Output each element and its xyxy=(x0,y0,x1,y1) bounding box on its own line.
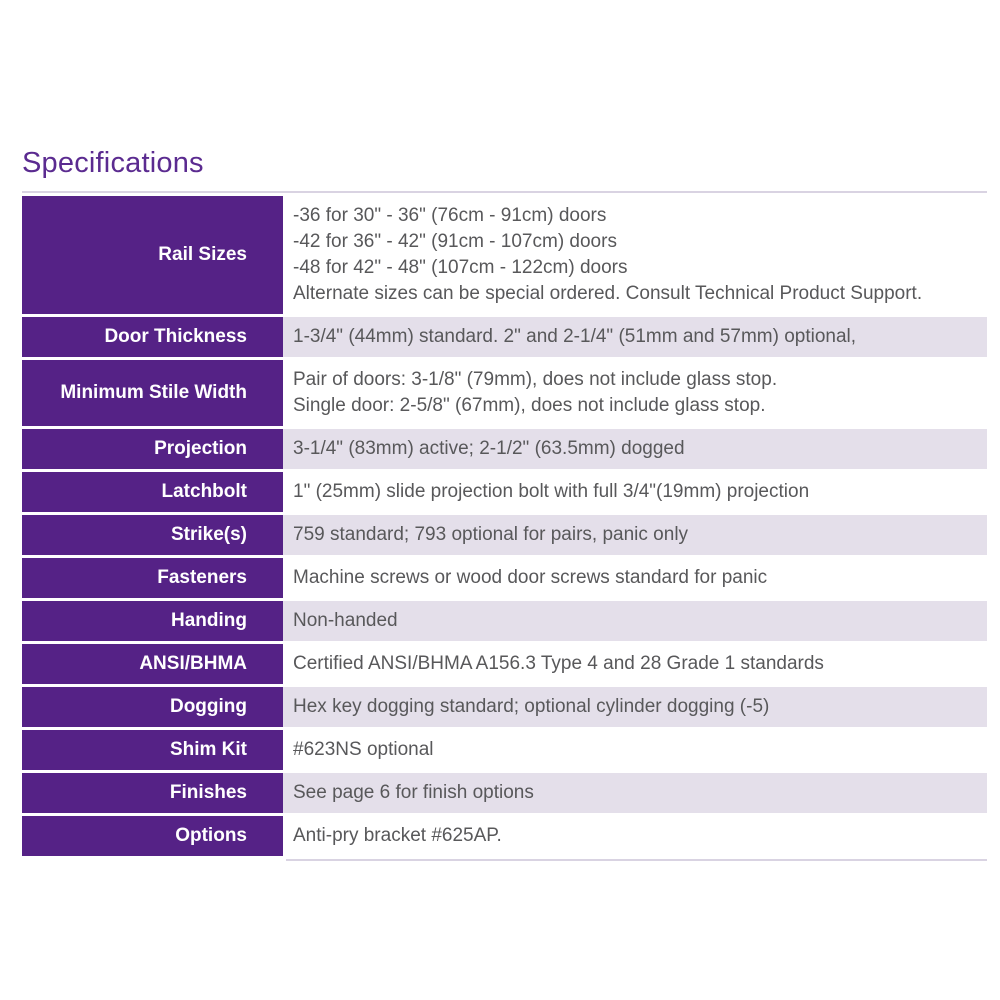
row-value xyxy=(283,196,987,314)
row-label: Minimum Stile Width xyxy=(22,360,283,426)
row-value xyxy=(283,360,987,426)
value-line: Alternate sizes can be special ordered. Consult Technical Product Support. xyxy=(293,283,923,304)
row-label: Handing xyxy=(22,601,283,641)
row-value xyxy=(283,773,987,813)
row-label: Rail Sizes xyxy=(22,196,283,314)
value-line: Single door: 2-5/8" (67mm), does not include glass stop. xyxy=(293,395,766,416)
row-label: Door Thickness xyxy=(22,317,283,357)
row-value xyxy=(283,558,987,598)
row-label: Dogging xyxy=(22,687,283,727)
table-row xyxy=(22,515,987,555)
row-value xyxy=(283,730,987,770)
page-title: Specifications xyxy=(22,147,204,179)
value-line: Anti-pry bracket #625AP. xyxy=(293,825,502,846)
row-value xyxy=(283,687,987,727)
value-line: -36 for 30" - 36" (76cm - 91cm) doors xyxy=(293,205,607,226)
table-row xyxy=(22,601,987,641)
value-line: -42 for 36" - 42" (91cm - 107cm) doors xyxy=(293,231,617,252)
value-line: 1-3/4" (44mm) standard. 2" and 2-1/4" (51mm and 57mm) optional, xyxy=(293,326,857,347)
row-value xyxy=(283,816,987,856)
row-label: ANSI/BHMA xyxy=(22,644,283,684)
row-label: Shim Kit xyxy=(22,730,283,770)
value-line: Machine screws or wood door screws standard for panic xyxy=(293,567,768,588)
table-row xyxy=(22,196,987,314)
row-value xyxy=(283,472,987,512)
table-row xyxy=(22,429,987,469)
value-line: Non-handed xyxy=(293,610,398,631)
value-line: 759 standard; 793 optional for pairs, panic only xyxy=(293,524,689,545)
row-value xyxy=(283,644,987,684)
value-line: Hex key dogging standard; optional cylinder dogging (-5) xyxy=(293,696,770,717)
row-value xyxy=(283,429,987,469)
table-row xyxy=(22,730,987,770)
value-line: #623NS optional xyxy=(293,739,434,760)
row-label: Strike(s) xyxy=(22,515,283,555)
row-label: Fasteners xyxy=(22,558,283,598)
value-line: 3-1/4" (83mm) active; 2-1/2" (63.5mm) dogged xyxy=(293,438,685,459)
row-value xyxy=(283,317,987,357)
row-label: Projection xyxy=(22,429,283,469)
value-line: See page 6 for finish options xyxy=(293,782,534,803)
specifications-table xyxy=(22,191,987,861)
value-line: Certified ANSI/BHMA A156.3 Type 4 and 28 Grade 1 standards xyxy=(293,653,824,674)
table-row xyxy=(22,360,987,426)
table-row xyxy=(22,317,987,357)
value-line: 1" (25mm) slide projection bolt with full 3/4"(19mm) projection xyxy=(293,481,810,502)
row-value xyxy=(283,515,987,555)
row-label: Latchbolt xyxy=(22,472,283,512)
table-row xyxy=(22,472,987,512)
table-row xyxy=(22,816,987,856)
value-line: -48 for 42" - 48" (107cm - 122cm) doors xyxy=(293,257,628,278)
table-row xyxy=(22,687,987,727)
value-line: Pair of doors: 3-1/8" (79mm), does not include glass stop. xyxy=(293,369,778,390)
table-row xyxy=(22,773,987,813)
row-label: Options xyxy=(22,816,283,856)
table-row xyxy=(22,644,987,684)
row-label: Finishes xyxy=(22,773,283,813)
row-value xyxy=(283,601,987,641)
table-row xyxy=(22,558,987,598)
table-bottom-divider xyxy=(286,859,987,861)
